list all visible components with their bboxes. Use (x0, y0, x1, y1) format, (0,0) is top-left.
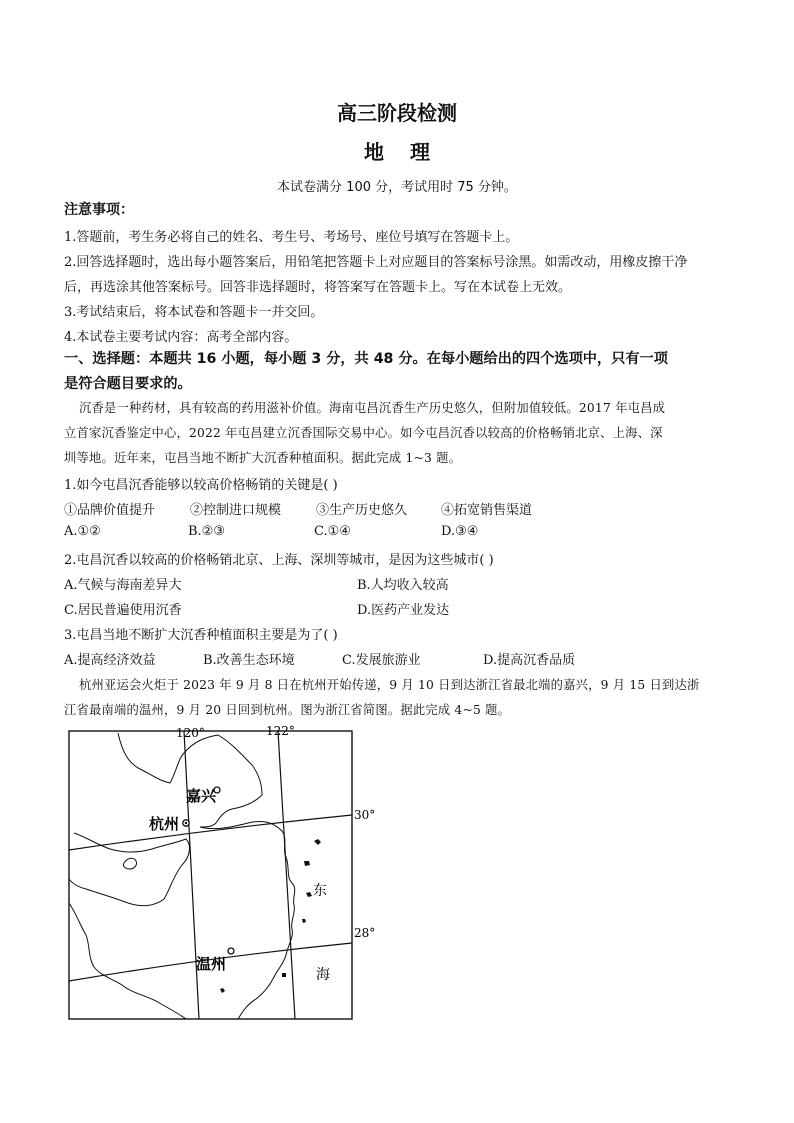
hangzhou-marker-dot (185, 822, 187, 824)
map-frame (69, 731, 352, 1019)
q3-option-d[interactable]: D.提高沉香品质 (483, 653, 576, 668)
island (306, 892, 312, 897)
coastline (200, 821, 295, 1019)
q2-option-c[interactable]: C.居民普遍使用沉香 (64, 603, 182, 618)
exam-subject: 地理 (364, 140, 456, 164)
zhejiang-map (66, 723, 398, 1027)
section-heading-cont: 是符合题目要求的。 (64, 376, 192, 392)
q3-stem: 3.屯昌当地不断扩大沉香种植面积主要是为了( ) (64, 628, 338, 643)
meridian-122 (278, 731, 295, 1019)
q1-option-a[interactable]: A.①② (64, 524, 101, 539)
q2-option-b[interactable]: B.人均收入较高 (357, 578, 449, 593)
island (302, 919, 306, 923)
q1-option-b[interactable]: B.②③ (188, 524, 225, 539)
section-heading: 一、选择题：本题共 16 小题，每小题 3 分，共 48 分。在每小题给出的四个选项中，只有一项 (64, 351, 668, 367)
note-item: 4.本试卷主要考试内容：高考全部内容。 (64, 330, 298, 345)
q1-statement: ②控制进口规模 (190, 503, 282, 518)
q1-statement: ④拓宽销售渠道 (441, 503, 533, 518)
lat-label-30: 30° (354, 808, 376, 822)
note-item: 2.回答选择题时，选出每小题答案后，用铅笔把答题卡上对应题目的答案标号涂黑。如需改动，用橡皮擦干净 (64, 255, 688, 270)
north-boundary (118, 733, 262, 827)
passage1-line: 立首家沉香鉴定中心，2022 年屯昌建立沉香国际交易中心。如今屯昌沉香以较高的价格畅销北京、上海、深 (64, 426, 663, 440)
q1-option-d[interactable]: D.③④ (441, 524, 479, 539)
q1-stem: 1.如今屯昌沉香能够以较高价格畅销的关键是( ) (64, 478, 338, 493)
island (282, 973, 286, 977)
lon-label-120: 120° (176, 726, 205, 740)
passage2-line: 江省最南端的温州，9 月 20 日回到杭州。图为浙江省简图。据此完成 4~5 题。 (64, 703, 511, 717)
q2-stem: 2.屯昌沉香以较高的价格畅销北京、上海、深圳等城市，是因为这些城市( ) (64, 553, 494, 568)
meridian-120 (184, 731, 199, 1019)
note-item: 3.考试结束后，将本试卷和答题卡一并交回。 (64, 305, 324, 320)
passage1-line: 圳等地。近年来，屯昌当地不断扩大沉香种植面积。据此完成 1~3 题。 (64, 451, 462, 465)
q1-statement: ①品牌价值提升 (64, 503, 156, 518)
wenzhou-marker (228, 948, 234, 954)
q3-option-c[interactable]: C.发展旅游业 (342, 653, 421, 668)
q3-option-a[interactable]: A.提高经济效益 (64, 653, 156, 668)
note-item: 1.答题前，考生务必将自己的姓名、考生号、考场号、座位号填写在答题卡上。 (64, 230, 519, 245)
exam-info: 本试卷满分 100 分，考试用时 75 分钟。 (277, 180, 517, 195)
q3-option-b[interactable]: B.改善生态环境 (203, 653, 295, 668)
sea-label-hai: 海 (316, 967, 330, 983)
city-label-jiaxing: 嘉兴 (186, 787, 217, 805)
lat-label-28: 28° (354, 926, 376, 940)
passage2-line: 杭州亚运会火炬于 2023 年 9 月 8 日在杭州开始传递，9 月 10 日到达浙江省最北端的嘉兴，9 月 15 日到达浙 (79, 678, 700, 692)
parallel-30 (69, 815, 352, 850)
island (314, 839, 321, 845)
q2-option-d[interactable]: D.医药产业发达 (357, 603, 450, 618)
city-label-wenzhou: 温州 (196, 955, 227, 973)
city-label-hangzhou: 杭州 (149, 815, 180, 833)
exam-title: 高三阶段检测 (337, 101, 457, 125)
q1-statement: ③生产历史悠久 (316, 503, 408, 518)
lon-label-122: 122° (266, 724, 295, 738)
q2-option-a[interactable]: A.气候与海南差异大 (64, 578, 182, 593)
island (304, 861, 310, 866)
passage1-line: 沉香是一种药材，具有较高的药用滋补价值。海南屯昌沉香生产历史悠久，但附加值较低。2017 年屯昌成 (79, 401, 666, 415)
note-item: 后，再选涂其他答案标号。回答非选择题时，将答案写在答题卡上。写在本试卷上无效。 (64, 280, 572, 295)
island (220, 988, 225, 993)
notes-heading: 注意事项： (64, 202, 134, 218)
q1-option-c[interactable]: C.①④ (314, 524, 351, 539)
lake (123, 858, 136, 869)
south-boundary (69, 903, 186, 1019)
sea-label-dong: 东 (313, 883, 327, 899)
